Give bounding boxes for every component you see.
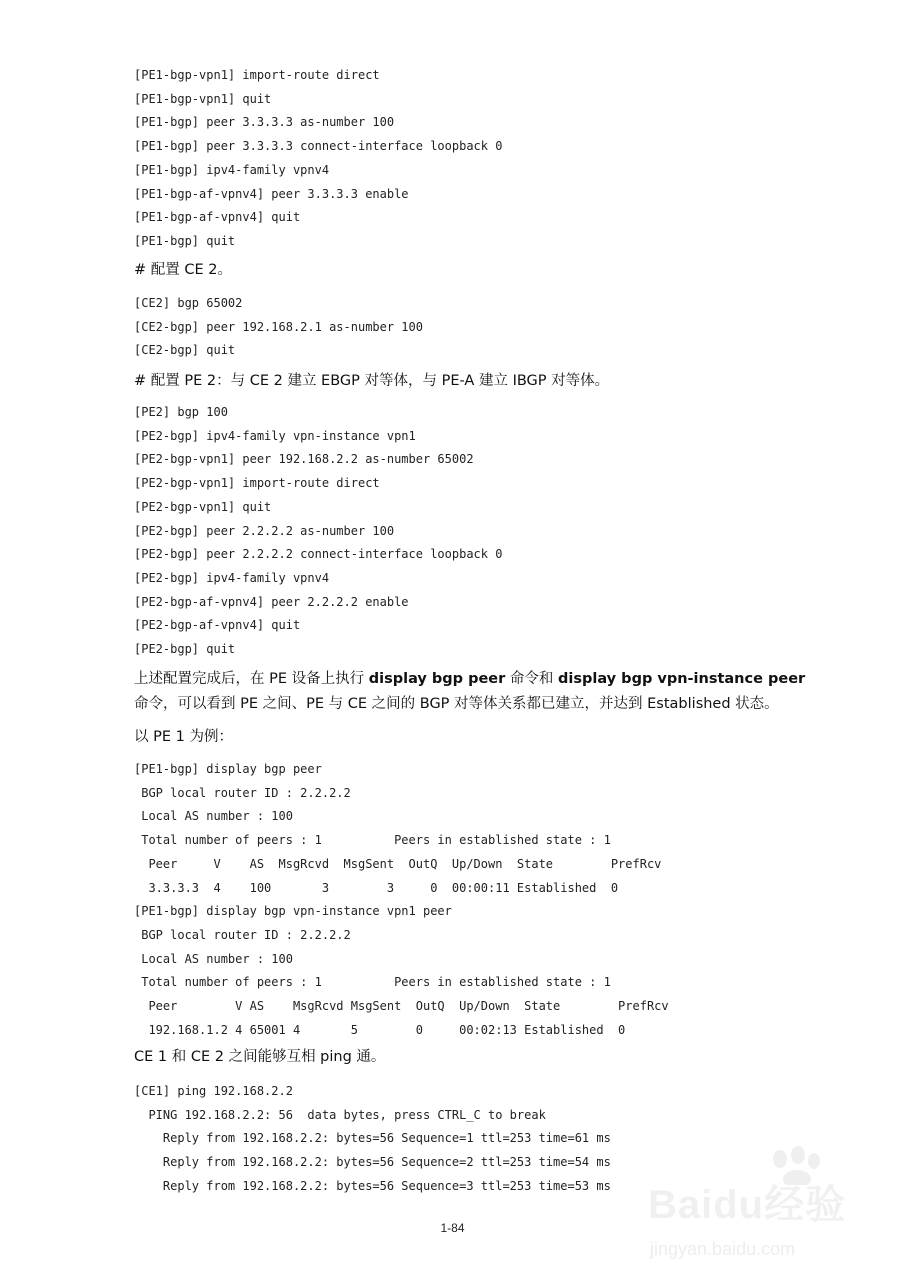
code-line: Reply from 192.168.2.2: bytes=56 Sequence=1 ttl=253 time=61 ms — [134, 1131, 611, 1146]
code-line: Total number of peers : 1 Peers in established state : 1 — [134, 833, 611, 848]
code-line: [PE1-bgp-af-vpnv4] quit — [134, 210, 301, 225]
code-line: Reply from 192.168.2.2: bytes=56 Sequence=2 ttl=253 time=54 ms — [134, 1155, 611, 1170]
para-text: 上述配置完成后，在 PE 设备上执行 — [134, 671, 369, 687]
para-text: 命令和 — [505, 671, 559, 687]
code-line: [PE1-bgp] peer 3.3.3.3 connect-interface loopback 0 — [134, 139, 503, 154]
code-line: BGP local router ID : 2.2.2.2 — [134, 785, 351, 800]
code-line: 192.168.1.2 4 65001 4 5 0 00:02:13 Established 0 — [134, 1022, 626, 1037]
code-line: [PE2-bgp] quit — [134, 642, 236, 657]
code-line: [PE2-bgp] ipv4-family vpnv4 — [134, 570, 330, 585]
code-line: [PE1-bgp] peer 3.3.3.3 as-number 100 — [134, 115, 395, 130]
code-line: Peer V AS MsgRcvd MsgSent OutQ Up/Down State PrefRcv — [134, 856, 662, 871]
code-line: [PE2-bgp-af-vpnv4] peer 2.2.2.2 enable — [134, 594, 409, 609]
paragraph-ping-result: CE 1 和 CE 2 之间能够互相 ping 通。 — [134, 1049, 386, 1065]
code-line: Local AS number : 100 — [134, 951, 293, 966]
watermark-url: jingyan.baidu.com — [650, 1239, 796, 1259]
code-block-bgp-peer-output — [134, 758, 669, 1042]
command-display-bgp-vpn-instance-peer: display bgp vpn-instance peer — [558, 671, 806, 687]
code-line: [PE2] bgp 100 — [134, 405, 228, 419]
heading-configure-pe2: # 配置 PE 2：与 CE 2 建立 EBGP 对等体，与 PE-A 建立 IBGP 对等体。 — [134, 373, 610, 389]
code-line: [PE1-bgp-vpn1] import-route direct — [134, 68, 380, 82]
code-line: [PE1-bgp-vpn1] quit — [134, 91, 272, 106]
code-line: [PE2-bgp] peer 2.2.2.2 as-number 100 — [134, 523, 395, 538]
code-line: [PE2-bgp-vpn1] peer 192.168.2.2 as-number 65002 — [134, 452, 474, 467]
code-line: 3.3.3.3 4 100 3 3 0 00:00:11 Established 0 — [134, 880, 619, 895]
code-line: [PE2-bgp] peer 2.2.2.2 connect-interface loopback 0 — [134, 547, 503, 562]
code-line: [PE1-bgp] display bgp peer — [134, 762, 322, 776]
code-line: [PE1-bgp] display bgp vpn-instance vpn1 peer — [134, 904, 452, 919]
baidu-jingyan-watermark — [640, 1145, 865, 1275]
code-line: Peer V AS MsgRcvd MsgSent OutQ Up/Down State PrefRcv — [134, 999, 669, 1014]
code-block-pe1-bgp-config — [134, 64, 502, 254]
code-line: Total number of peers : 1 Peers in established state : 1 — [134, 975, 611, 990]
code-line: [PE1-bgp] quit — [134, 233, 236, 248]
paragraph-example-pe1: 以 PE 1 为例： — [134, 729, 233, 745]
code-line: [PE2-bgp-af-vpnv4] quit — [134, 618, 301, 633]
code-block-ping-output — [134, 1080, 611, 1199]
code-line: PING 192.168.2.2: 56 data bytes, press CTRL_C to break — [134, 1107, 546, 1122]
code-line: [PE1-bgp] ipv4-family vpnv4 — [134, 162, 330, 177]
code-line: BGP local router ID : 2.2.2.2 — [134, 927, 351, 942]
code-line: Local AS number : 100 — [134, 809, 293, 824]
paragraph-verification-intro — [134, 667, 824, 717]
code-line: [PE2-bgp-vpn1] quit — [134, 499, 272, 514]
code-block-ce2-config — [134, 292, 423, 363]
para-text: 命令，可以看到 PE 之间、PE 与 CE 之间的 BGP 对等体关系都已建立，并达到 Established 状态。 — [134, 696, 779, 712]
code-line: [PE2-bgp] ipv4-family vpn-instance vpn1 — [134, 428, 416, 443]
code-line: [PE2-bgp-vpn1] import-route direct — [134, 476, 380, 491]
command-display-bgp-peer: display bgp peer — [368, 671, 506, 687]
code-line: [CE2-bgp] peer 192.168.2.1 as-number 100 — [134, 319, 423, 334]
code-line: [PE1-bgp-af-vpnv4] peer 3.3.3.3 enable — [134, 186, 409, 201]
code-block-pe2-config — [134, 401, 502, 662]
code-line: [CE2-bgp] quit — [134, 343, 236, 358]
page-number: 1-84 — [440, 1221, 465, 1235]
code-line: Reply from 192.168.2.2: bytes=56 Sequence=3 ttl=253 time=53 ms — [134, 1178, 611, 1193]
code-line: [CE1] ping 192.168.2.2 — [134, 1084, 293, 1098]
watermark-logo-text: Baidu经验 — [648, 1183, 847, 1227]
heading-configure-ce2: # 配置 CE 2。 — [134, 262, 232, 278]
code-line: [CE2] bgp 65002 — [134, 296, 243, 310]
